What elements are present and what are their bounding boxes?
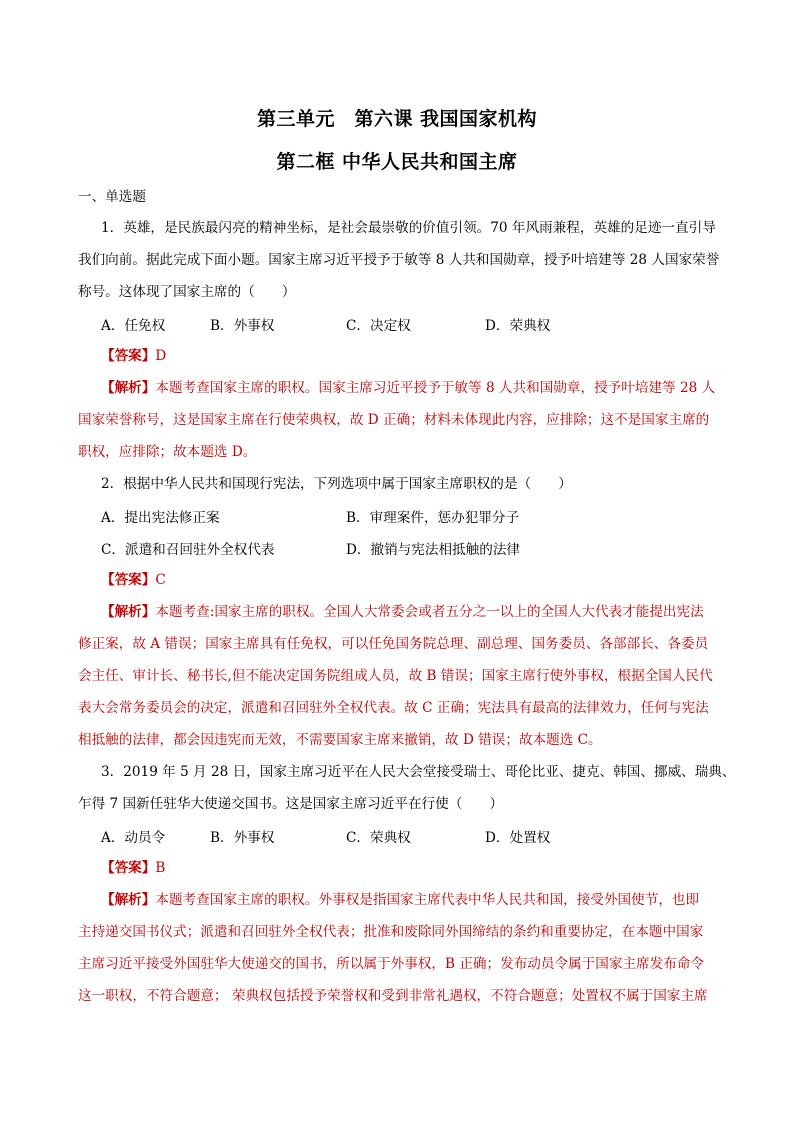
analysis-text: 本题考查国家主席的职权。国家主席习近平授予于敏等 8 人共和国勋章，授予叶培建等 28 人: [155, 380, 716, 396]
section-heading: 一、单选题: [78, 189, 146, 205]
answer-value: C: [155, 572, 166, 588]
q2-analysis-line: [101, 602, 766, 622]
answer-tag: 【答案】: [101, 860, 156, 876]
q3-answer: [101, 858, 766, 878]
answer-value: B: [155, 860, 166, 876]
analysis-text: 本题考查国家主席的职权。外事权是指国家主席代表中华人民共和国，接受外国使节，也即: [155, 892, 700, 908]
answer-tag: 【答案】: [101, 348, 156, 364]
q2-answer: [101, 570, 766, 590]
q3-option-d: D．处置权: [485, 830, 551, 846]
q2-analysis-line: 相抵触的法律，都会因违宪而无效，不需要国家主席来撤销，故 D 错误；故本题选 C。: [78, 732, 602, 748]
analysis-tag: 【解析】: [101, 380, 156, 396]
q2-option-a: A．提出宪法修正案: [101, 510, 220, 526]
analysis-tag: 【解析】: [101, 604, 156, 620]
q3-line: 3．2019 年 5 月 28 日，国家主席习近平在人民大会堂接受瑞士、哥伦比亚、捷克、韩国、挪威、瑞典、: [101, 764, 736, 780]
q1-option-a: A．任免权: [101, 318, 166, 334]
answer-tag: 【答案】: [101, 572, 156, 588]
q2-line: 2．根据中华人民共和国现行宪法，下列选项中属于国家主席职权的是（ ）: [101, 476, 572, 492]
q2-analysis-line: 修正案，故 A 错误；国家主席具有任免权，可以任免国务院总理、副总理、国务委员、各部部长、各委员: [78, 636, 709, 652]
q2-option-b: B．审理案件，惩办犯罪分子: [346, 510, 520, 526]
q2-analysis-line: 表大会常务委员会的决定，派遣和召回驻外全权代表。故 C 正确；宪法具有最高的法律效力，任何与宪法: [78, 700, 709, 716]
q3-analysis-line: 主席习近平接受外国驻华大使递交的国书，所以属于外事权，B 正确；发布动员令属于国家主席发布命令: [78, 956, 705, 972]
q3-analysis-line: 主持递交国书仪式；派遣和召回驻外全权代表；批准和废除同外国缔结的条约和重要协定，在本题中国家: [78, 924, 704, 940]
q1-analysis-line: [101, 378, 766, 398]
q1-answer: [101, 346, 766, 366]
q1-line: 称号。这体现了国家主席的（ ）: [78, 284, 296, 300]
analysis-tag: 【解析】: [101, 892, 156, 908]
q1-option-d: D．荣典权: [485, 318, 551, 334]
q1-line: 我们向前。据此完成下面小题。国家主席习近平授予于敏等 8 人共和国勋章，授予叶培建等 28 人国家荣誉: [78, 252, 720, 268]
q1-analysis-line: 国家荣誉称号，这是国家主席在行使荣典权，故 D 正确；材料未体现此内容，应排除；这不是国家主席的: [78, 412, 710, 428]
q3-line: 乍得 7 国新任驻华大使递交国书。这是国家主席习近平在行使（ ）: [78, 796, 504, 812]
unit-title: 第三单元 第六课 我国国家机构: [256, 108, 538, 130]
q2-analysis-line: 会主任、审计长、秘书长,但不能决定国务院组成人员，故 B 错误；国家主席行使外事权，根据全国人民代: [78, 668, 713, 684]
q3-option-b: B．外事权: [210, 830, 275, 846]
q1-option-c: C．决定权: [346, 318, 411, 334]
q3-option-c: C．荣典权: [346, 830, 411, 846]
q3-option-a: A．动员令: [101, 830, 166, 846]
q1-line: 1．英雄，是民族最闪亮的精神坐标，是社会最崇敬的价值引领。70 年风雨兼程，英雄的足迹一直引导: [101, 220, 716, 236]
q3-analysis-line: [101, 890, 766, 910]
q2-option-c: C．派遣和召回驻外全权代表: [101, 542, 275, 558]
analysis-text: 本题考查:国家主席的职权。全国人大常委会或者五分之一以上的全国人大代表才能提出宪法: [155, 604, 704, 620]
answer-value: D: [155, 348, 167, 364]
q2-option-d: D．撤销与宪法相抵触的法律: [346, 542, 521, 558]
q1-option-b: B．外事权: [210, 318, 275, 334]
q1-analysis-line: 职权，应排除；故本题选 D。: [78, 444, 257, 460]
q3-analysis-line: 这一职权，不符合题意； 荣典权包括授予荣誉权和受到非常礼遇权，不符合题意；处置权不属于国家主席: [78, 988, 708, 1004]
lesson-title: 第二框 中华人民共和国主席: [276, 151, 518, 173]
